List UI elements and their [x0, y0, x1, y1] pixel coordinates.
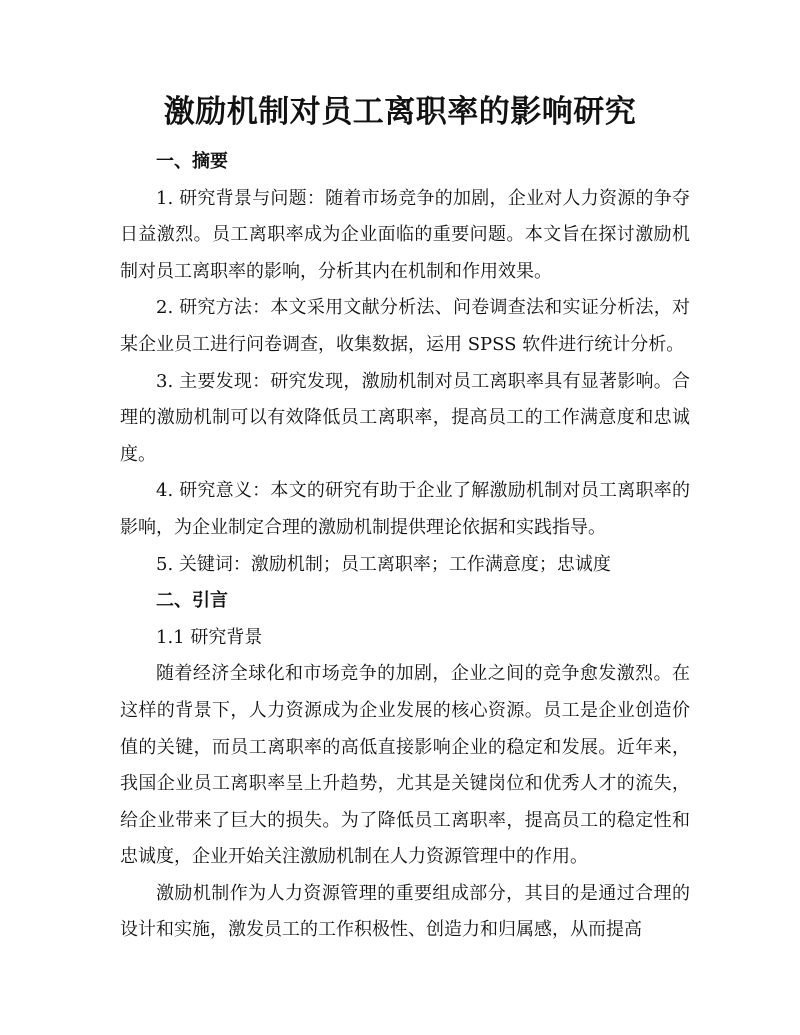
abstract-heading: 一、摘要	[156, 151, 228, 172]
intro-heading: 二、引言	[156, 590, 228, 612]
intro-paragraph: 随着经济全球化和市场竞争的加剧，企业之间的竞争愈发激烈。在这样的背景下，人力资源成为企业发展的核心资源。员工是企业创造价值的关键，而员工离职率的高低直接影响企业的稳定和发展。近年来，我国企业员工离职率呈上升趋势，尤其是关键岗位和优秀人才的流失，给企业带来了巨大的损失。为了降低员工离职率，提高员工的稳定性和忠诚度，企业开始关注激励机制在人力资源管理中的作用。	[120, 663, 690, 868]
abstract-item: 1. 研究背景与问题：随着市场竞争的加剧，企业对人力资源的争夺日益激烈。员工离职率成为企业面临的重要问题。本文旨在探讨激励机制对员工离职率的影响，分析其内在机制和作用效果。	[120, 187, 690, 282]
abstract-item: 2. 研究方法：本文采用文献分析法、问卷调查法和实证分析法，对某企业员工进行问卷调查，收集数据，运用 SPSS 软件进行统计分析。	[120, 297, 690, 355]
intro-subheading: 1.1 研究背景	[156, 626, 263, 648]
document-title: 激励机制对员工离职率的影响研究	[163, 94, 637, 130]
intro-paragraph: 激励机制作为人力资源管理的重要组成部分，其目的是通过合理的设计和实施，激发员工的工作积极性、创造力和归属感，从而提高	[120, 882, 690, 941]
abstract-item: 5. 关键词：激励机制；员工离职率；工作满意度；忠诚度	[156, 553, 611, 575]
document-body	[120, 144, 690, 949]
abstract-item: 4. 研究意义：本文的研究有助于企业了解激励机制对员工离职率的影响，为企业制定合理的激励机制提供理论依据和实践指导。	[120, 480, 690, 538]
abstract-item: 3. 主要发现：研究发现，激励机制对员工离职率具有显著影响。合理的激励机制可以有效降低员工离职率，提高员工的工作满意度和忠诚度。	[120, 370, 690, 465]
